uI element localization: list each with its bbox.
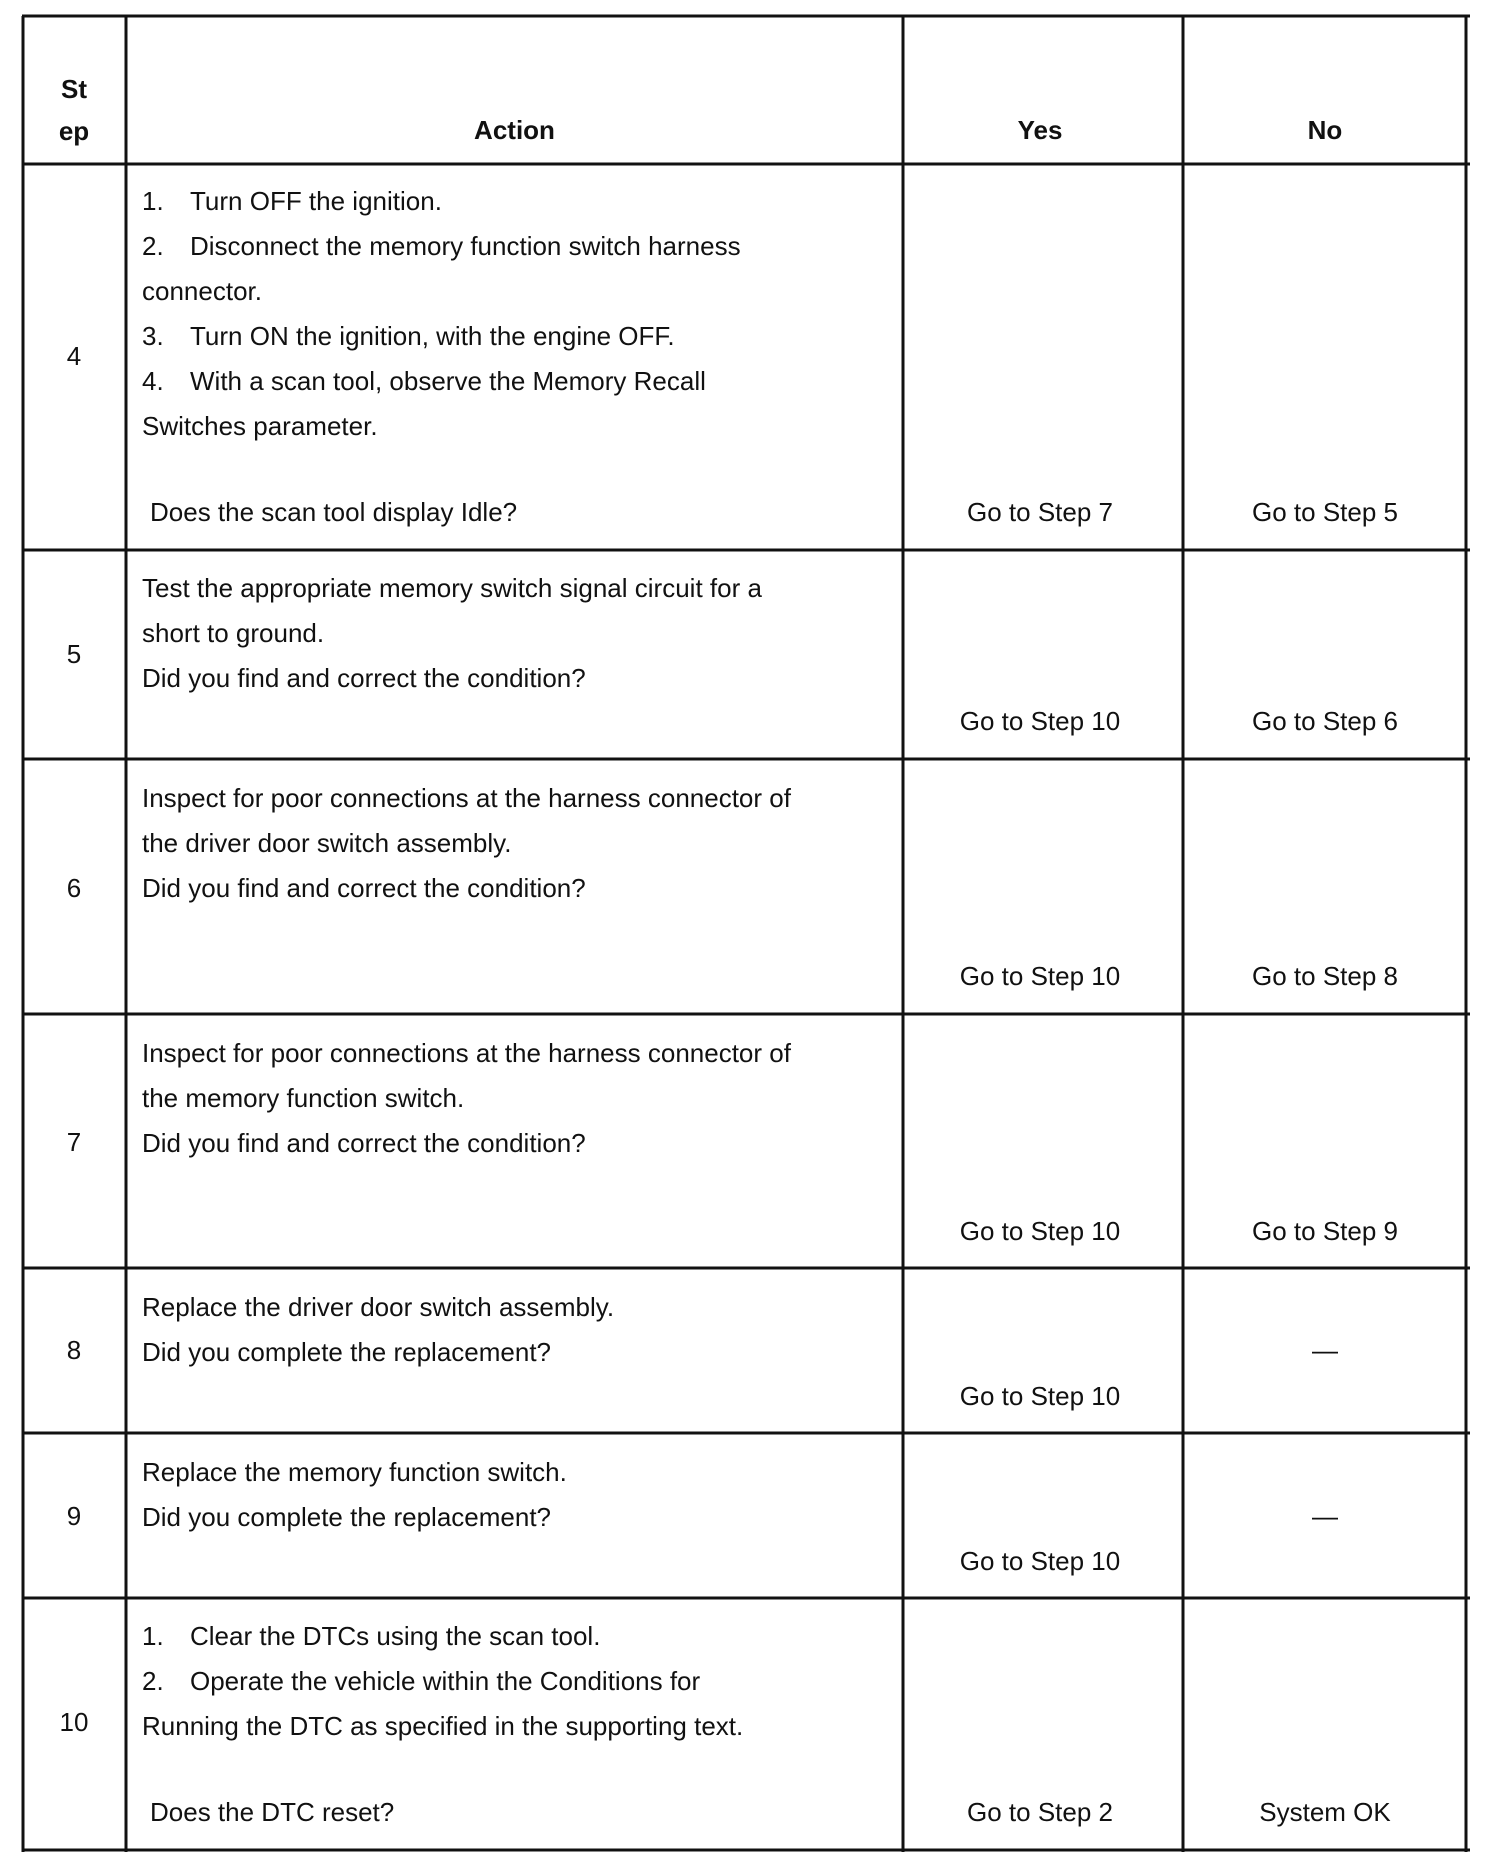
action-line: short to ground. xyxy=(142,618,325,648)
action-line: Inspect for poor connections at the harness connector of xyxy=(142,1038,791,1068)
yes-cell: Go to Step 10 xyxy=(959,1546,1121,1576)
no-cell: — xyxy=(1312,1501,1338,1531)
item-text: Turn ON the ignition, with the engine OFF. xyxy=(190,321,675,351)
step-number: 7 xyxy=(66,1127,82,1157)
action-cell xyxy=(142,566,882,701)
yes-cell: Go to Step 7 xyxy=(967,497,1113,527)
step-number: 6 xyxy=(66,873,82,903)
yes-cell: Go to Step 10 xyxy=(959,1381,1121,1411)
item-text: Disconnect the memory function switch harness xyxy=(190,231,741,261)
header-action: Action xyxy=(474,115,555,145)
action-line: Replace the driver door switch assembly. xyxy=(142,1292,615,1322)
header-step-line1: St xyxy=(61,74,87,104)
yes-cell: Go to Step 10 xyxy=(959,961,1121,991)
header-step xyxy=(22,68,126,152)
step-number: 5 xyxy=(66,639,82,669)
no-cell: System OK xyxy=(1259,1797,1391,1827)
item-num: 4. xyxy=(142,366,164,396)
item-num: 2. xyxy=(142,231,164,261)
action-line: the driver door switch assembly. xyxy=(142,828,512,858)
yes-cell: Go to Step 10 xyxy=(959,1216,1121,1246)
action-cell xyxy=(142,179,882,449)
action-line: Did you find and correct the condition? xyxy=(142,1128,586,1158)
action-cell xyxy=(142,776,882,911)
action-line: Did you complete the replacement? xyxy=(142,1337,552,1367)
action-line: Test the appropriate memory switch signal circuit for a xyxy=(142,573,762,603)
item-text: With a scan tool, observe the Memory Recall xyxy=(190,366,706,396)
action-cell xyxy=(142,1614,882,1749)
action-question: Does the scan tool display Idle? xyxy=(150,497,518,527)
no-cell: Go to Step 8 xyxy=(1252,961,1398,991)
no-cell: Go to Step 5 xyxy=(1252,497,1398,527)
no-cell: Go to Step 6 xyxy=(1252,706,1398,736)
header-no: No xyxy=(1307,115,1343,145)
action-line: Replace the memory function switch. xyxy=(142,1457,567,1487)
item-text: Running the DTC as specified in the supporting text. xyxy=(142,1711,744,1741)
item-text: Turn OFF the ignition. xyxy=(190,186,442,216)
action-question: Does the DTC reset? xyxy=(150,1797,395,1827)
item-text: Clear the DTCs using the scan tool. xyxy=(190,1621,601,1651)
action-line: Inspect for poor connections at the harness connector of xyxy=(142,783,791,813)
step-number: 4 xyxy=(66,341,82,371)
header-yes: Yes xyxy=(1017,115,1063,145)
action-cell xyxy=(142,1450,882,1540)
action-cell xyxy=(142,1285,882,1375)
item-num: 1. xyxy=(142,186,164,216)
step-number: 9 xyxy=(66,1501,82,1531)
item-num: 3. xyxy=(142,321,164,351)
yes-cell: Go to Step 10 xyxy=(959,706,1121,736)
yes-cell: Go to Step 2 xyxy=(967,1797,1113,1827)
action-line: Did you find and correct the condition? xyxy=(142,873,586,903)
no-cell: — xyxy=(1312,1335,1338,1365)
step-number: 8 xyxy=(66,1335,82,1365)
action-line: Did you complete the replacement? xyxy=(142,1502,552,1532)
action-cell xyxy=(142,1031,882,1166)
item-text: Operate the vehicle within the Conditions for xyxy=(190,1666,701,1696)
item-text: connector. xyxy=(142,276,262,306)
header-step-line2: ep xyxy=(58,116,90,146)
item-text: Switches parameter. xyxy=(142,411,378,441)
step-number: 10 xyxy=(59,1707,89,1737)
no-cell: Go to Step 9 xyxy=(1252,1216,1398,1246)
item-num: 2. xyxy=(142,1666,164,1696)
action-line: the memory function switch. xyxy=(142,1083,465,1113)
action-line: Did you find and correct the condition? xyxy=(142,663,586,693)
item-num: 1. xyxy=(142,1621,164,1651)
